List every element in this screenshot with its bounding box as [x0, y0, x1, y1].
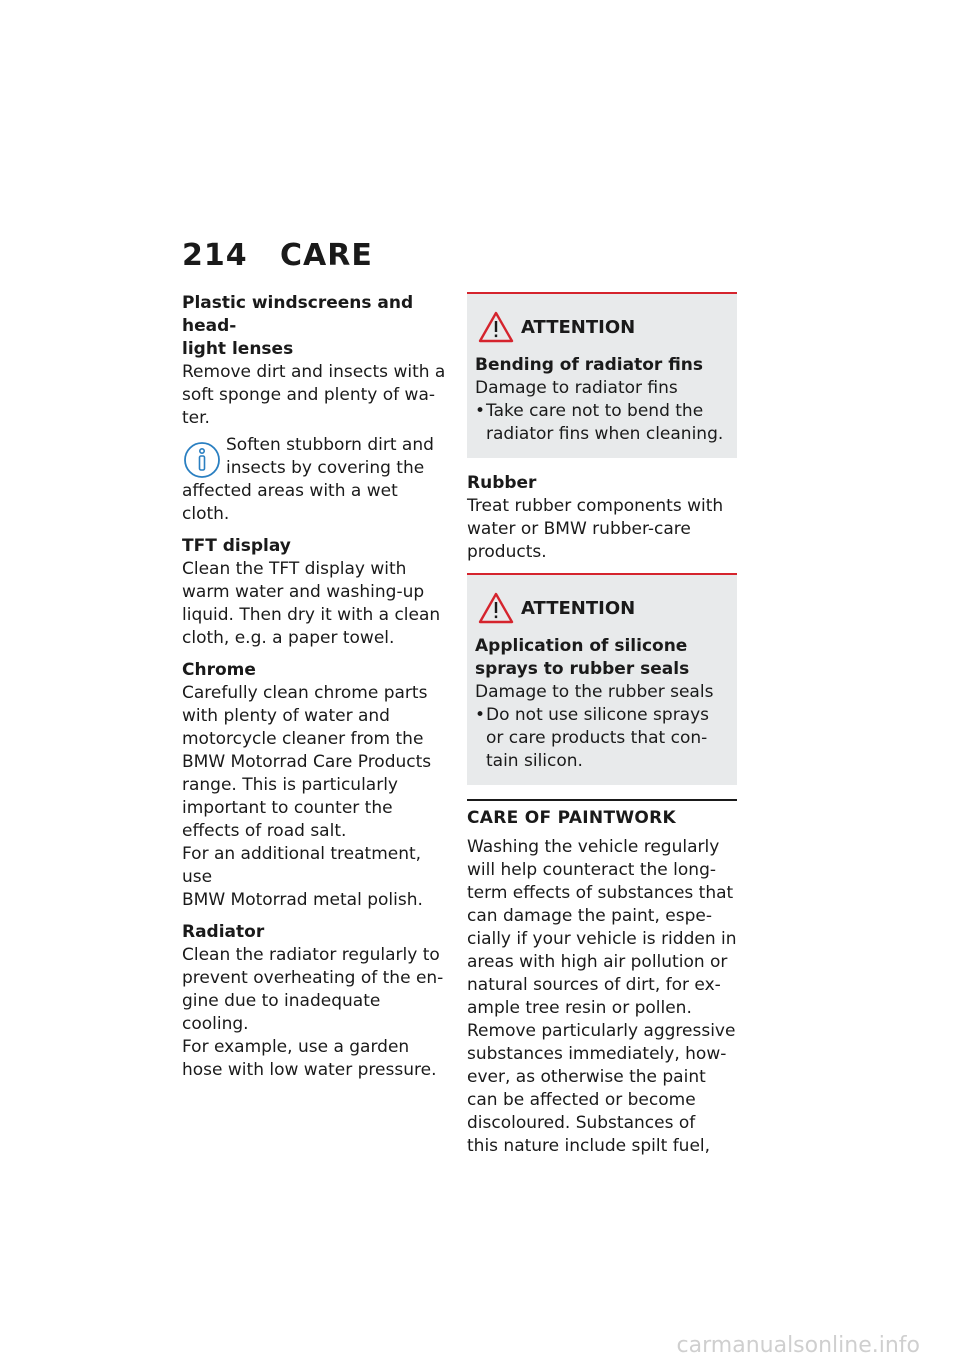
bullet-item	[475, 400, 729, 446]
info-icon	[182, 440, 222, 480]
body-line: will help counteract the long-	[467, 860, 716, 880]
bullet-line: Do not use silicone sprays	[486, 705, 710, 725]
body-line: ter.	[182, 408, 210, 428]
attention-line: Damage to radiator fins	[475, 378, 678, 398]
section-rubber	[467, 472, 737, 564]
body-line: Carefully clean chrome parts	[182, 683, 428, 703]
body-line: range. This is particularly	[182, 775, 398, 795]
page-number: 214	[182, 238, 248, 273]
body-line: with plenty of water and	[182, 706, 390, 726]
attention-title	[477, 310, 729, 344]
section-heading: TFT display	[182, 536, 291, 556]
body-line: Clean the TFT display with	[182, 559, 407, 579]
body-line: Remove dirt and insects with a	[182, 362, 446, 382]
bullet-line: Take care not to bend the	[486, 401, 704, 421]
attention-heading: sprays to rubber seals	[475, 659, 690, 679]
attention-heading: Bending of radiator fins	[475, 355, 704, 375]
chapter-title: CARE	[280, 238, 373, 273]
body-line: Clean the radiator regularly to	[182, 945, 440, 965]
body-line: this nature include spilt fuel,	[467, 1136, 711, 1156]
body-line: liquid. Then dry it with a clean	[182, 605, 441, 625]
body-line: can be affected or become	[467, 1090, 696, 1110]
section-radiator	[182, 921, 450, 1082]
attention-label: ATTENTION	[521, 316, 636, 338]
body-line: For example, use a garden	[182, 1037, 410, 1057]
bullet-dot: •	[475, 401, 486, 421]
body-line: BMW Motorrad Care Products	[182, 752, 432, 772]
body-line: Treat rubber components with	[467, 496, 724, 516]
right-column	[467, 292, 737, 1167]
body-line: soft sponge and plenty of wa-	[182, 385, 435, 405]
bullet-item	[475, 704, 729, 773]
watermark: carmanualsonline.info	[676, 1333, 920, 1358]
body-line: areas with high air pollution or	[467, 952, 728, 972]
body-line: effects of road salt.	[182, 821, 347, 841]
body-line: substances immediately, how-	[467, 1044, 727, 1064]
chapter-heading-paintwork: CARE OF PAINTWORK	[467, 799, 737, 830]
attention-box-radiator	[467, 292, 737, 458]
body-line: gine due to inadequate cooling.	[182, 991, 381, 1034]
bullet-line: radiator fins when cleaning.	[486, 424, 724, 444]
body-line: cially if your vehicle is ridden in	[467, 929, 737, 949]
body-line: can damage the paint, espe-	[467, 906, 712, 926]
body-line: natural sources of dirt, for ex-	[467, 975, 721, 995]
page-header	[182, 238, 373, 273]
body-line: Remove particularly aggressive	[467, 1021, 736, 1041]
bullet-dot: •	[475, 705, 486, 725]
warning-triangle-icon	[477, 310, 515, 344]
left-column	[182, 292, 450, 1091]
body-line: hose with low water pressure.	[182, 1060, 437, 1080]
note-line: insects by covering the	[226, 458, 425, 478]
body-line: warm water and washing-up	[182, 582, 425, 602]
section-heading: Chrome	[182, 660, 256, 680]
attention-line: Damage to the rubber seals	[475, 682, 714, 702]
body-line: ever, as otherwise the paint	[467, 1067, 706, 1087]
body-line: term effects of substances that	[467, 883, 734, 903]
body-line: water or BMW rubber-care	[467, 519, 691, 539]
body-line: discoloured. Substances of	[467, 1113, 696, 1133]
body-line: motorcycle cleaner from the	[182, 729, 424, 749]
section-heading: light lenses	[182, 339, 294, 359]
warning-triangle-icon	[477, 591, 515, 625]
attention-label: ATTENTION	[521, 597, 636, 619]
attention-heading: Application of silicone	[475, 636, 688, 656]
bullet-line: or care products that con-	[486, 728, 708, 748]
body-line: prevent overheating of the en-	[182, 968, 444, 988]
note-line: affected areas with a wet cloth.	[182, 481, 398, 524]
body-line: products.	[467, 542, 547, 562]
body-line: ample tree resin or pollen.	[467, 998, 692, 1018]
body-line: cloth, e.g. a paper towel.	[182, 628, 395, 648]
section-heading: Radiator	[182, 922, 265, 942]
attention-title	[477, 591, 729, 625]
section-heading: Plastic windscreens and head-	[182, 293, 414, 336]
bullet-line: tain silicon.	[486, 751, 583, 771]
note-line: Soften stubborn dirt and	[226, 435, 434, 455]
body-line: important to counter the	[182, 798, 393, 818]
section-paintwork	[467, 836, 737, 1158]
body-line: BMW Motorrad metal polish.	[182, 890, 423, 910]
body-line: For an additional treatment, use	[182, 844, 422, 887]
body-line: Washing the vehicle regularly	[467, 837, 720, 857]
section-heading: Rubber	[467, 473, 537, 493]
section-chrome	[182, 659, 450, 912]
section-tft	[182, 535, 450, 650]
info-note	[182, 434, 450, 526]
attention-box-silicone	[467, 573, 737, 785]
section-windscreens	[182, 292, 450, 526]
